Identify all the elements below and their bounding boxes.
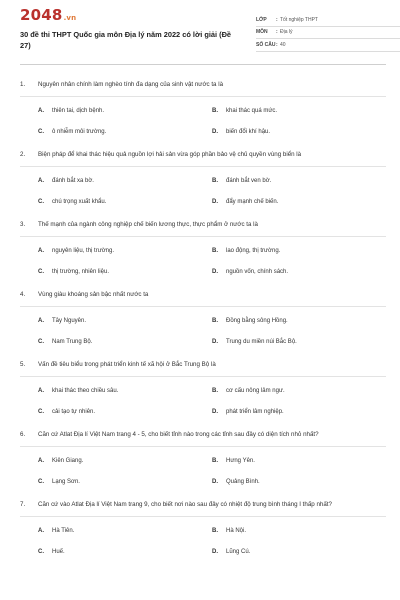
answer-option[interactable] bbox=[38, 317, 212, 326]
option-letter: C. bbox=[38, 479, 44, 485]
question-item bbox=[20, 499, 386, 557]
option-text: đánh bắt xa bờ. bbox=[52, 178, 94, 184]
option-text: Hà Nội. bbox=[226, 528, 247, 534]
option-letter: C. bbox=[38, 199, 44, 205]
question-item bbox=[20, 289, 386, 347]
option-letter: A. bbox=[38, 108, 44, 114]
question-number: 4. bbox=[20, 291, 26, 298]
answer-option[interactable] bbox=[38, 177, 212, 186]
answer-options bbox=[20, 457, 386, 487]
question-text: Căn cứ Atlat Địa lí Việt Nam trang 4 - 5, cho biết tỉnh nào trong các tỉnh sau đây có diện tích nhỏ nhất? bbox=[38, 431, 319, 438]
answer-option[interactable] bbox=[38, 387, 212, 396]
option-letter: C. bbox=[38, 409, 44, 415]
answer-option[interactable] bbox=[212, 457, 386, 466]
question-number: 2. bbox=[20, 151, 26, 158]
meta-value: Tốt nghiệp THPT bbox=[280, 16, 318, 23]
question-number: 5. bbox=[20, 361, 26, 368]
question-text: Nguyên nhân chính làm nghèo tính đa dạng của sinh vật nước ta là bbox=[38, 81, 224, 88]
option-text: đẩy mạnh chế biến. bbox=[226, 199, 279, 205]
answer-option[interactable] bbox=[38, 107, 212, 116]
question-item bbox=[20, 359, 386, 417]
option-text: khai thác theo chiều sâu. bbox=[52, 388, 119, 394]
question-item bbox=[20, 429, 386, 487]
answer-option[interactable] bbox=[212, 387, 386, 396]
question-list bbox=[20, 79, 386, 557]
question-divider bbox=[20, 306, 386, 307]
meta-row-grade: LỚP : Tốt nghiệp THPT bbox=[256, 14, 400, 27]
answer-option[interactable] bbox=[38, 247, 212, 256]
meta-row-count: SỐ CÂU : 40 bbox=[256, 39, 400, 52]
answer-option[interactable] bbox=[38, 198, 212, 207]
option-text: nguồn vốn, chính sách. bbox=[226, 269, 289, 275]
answer-option[interactable] bbox=[38, 128, 212, 137]
option-letter: B. bbox=[212, 458, 218, 464]
answer-option[interactable] bbox=[38, 268, 212, 277]
option-text: Lũng Cú. bbox=[226, 549, 251, 555]
question-number: 3. bbox=[20, 221, 26, 228]
option-letter: B. bbox=[212, 388, 218, 394]
option-text: Hà Tiên. bbox=[52, 528, 75, 534]
answer-option[interactable] bbox=[212, 408, 386, 417]
option-text: cải tạo tự nhiên. bbox=[52, 409, 96, 415]
question-divider bbox=[20, 236, 386, 237]
option-text: Huế. bbox=[52, 549, 65, 555]
question-number: 6. bbox=[20, 431, 26, 438]
document-meta bbox=[256, 14, 400, 52]
header-divider bbox=[20, 64, 386, 65]
answer-options bbox=[20, 317, 386, 347]
question-number: 7. bbox=[20, 501, 26, 508]
option-letter: C. bbox=[38, 129, 44, 135]
question-item bbox=[20, 219, 386, 277]
option-letter: A. bbox=[38, 178, 44, 184]
answer-option[interactable] bbox=[212, 527, 386, 536]
question-text: Thế mạnh của ngành công nghiệp chế biến lương thực, thực phẩm ở nước ta là bbox=[38, 221, 258, 228]
question-divider bbox=[20, 516, 386, 517]
option-letter: B. bbox=[212, 248, 218, 254]
option-text: thiên tai, dịch bệnh. bbox=[52, 108, 105, 114]
option-letter: A. bbox=[38, 248, 44, 254]
option-letter: D. bbox=[212, 409, 218, 415]
answer-options bbox=[20, 177, 386, 207]
option-letter: A. bbox=[38, 388, 44, 394]
document-header bbox=[20, 0, 386, 64]
question-divider bbox=[20, 376, 386, 377]
answer-options bbox=[20, 527, 386, 557]
option-letter: B. bbox=[212, 108, 218, 114]
option-letter: C. bbox=[38, 549, 44, 555]
question-text: Biện pháp để khai thác hiệu quả nguồn lợi hải sản vừa góp phần bảo vệ chủ quyền vùng biển là bbox=[38, 151, 302, 158]
question-text: Vấn đề tiêu biểu trong phát triển kinh tế xã hội ở Bắc Trung Bộ là bbox=[38, 361, 216, 368]
answer-option[interactable] bbox=[212, 247, 386, 256]
answer-option[interactable] bbox=[38, 457, 212, 466]
option-text: Nam Trung Bộ. bbox=[52, 339, 93, 345]
option-text: Trung du miền núi Bắc Bộ. bbox=[226, 339, 297, 345]
answer-option[interactable] bbox=[38, 478, 212, 487]
option-letter: B. bbox=[212, 528, 218, 534]
answer-option[interactable] bbox=[38, 408, 212, 417]
answer-option[interactable] bbox=[212, 338, 386, 347]
question-stem bbox=[20, 499, 386, 510]
meta-key: LỚP bbox=[256, 16, 267, 23]
answer-option[interactable] bbox=[38, 548, 212, 557]
option-text: đánh bắt ven bờ. bbox=[226, 178, 272, 184]
option-text: biến đổi khí hậu. bbox=[226, 129, 271, 135]
meta-key: MÔN bbox=[256, 29, 268, 36]
answer-option[interactable] bbox=[212, 268, 386, 277]
question-text: Vùng giàu khoáng sản bậc nhất nước ta bbox=[38, 291, 149, 298]
logo-text: 2048 bbox=[20, 6, 63, 24]
option-letter: D. bbox=[212, 129, 218, 135]
option-letter: D. bbox=[212, 339, 218, 345]
question-item bbox=[20, 149, 386, 207]
option-text: chú trọng xuất khẩu. bbox=[52, 199, 107, 205]
question-number: 1. bbox=[20, 81, 26, 88]
option-text: Lạng Sơn. bbox=[52, 479, 80, 485]
question-divider bbox=[20, 166, 386, 167]
answer-options bbox=[20, 247, 386, 277]
option-letter: D. bbox=[212, 549, 218, 555]
answer-option[interactable] bbox=[212, 177, 386, 186]
question-divider bbox=[20, 96, 386, 97]
meta-key: SỐ CÂU bbox=[256, 41, 276, 48]
answer-option[interactable] bbox=[212, 128, 386, 137]
option-text: ô nhiễm môi trường. bbox=[52, 129, 107, 135]
option-text: Đồng bằng sông Hồng. bbox=[226, 318, 288, 324]
answer-option[interactable] bbox=[38, 527, 212, 536]
option-text: khai thác quá mức. bbox=[226, 108, 278, 114]
option-text: lao động, thị trường. bbox=[226, 248, 281, 254]
meta-value: 40 bbox=[280, 41, 286, 48]
question-divider bbox=[20, 446, 386, 447]
option-letter: C. bbox=[38, 339, 44, 345]
option-text: cơ cấu nông lâm ngư. bbox=[226, 388, 285, 394]
question-item bbox=[20, 79, 386, 137]
question-stem bbox=[20, 149, 386, 160]
question-stem bbox=[20, 219, 386, 230]
document-title: 30 đề thi THPT Quốc gia môn Địa lý năm 2022 có lời giải (Đề 27) bbox=[20, 30, 232, 50]
logo-suffix: .vn bbox=[63, 14, 77, 22]
meta-value: Địa lý bbox=[280, 29, 293, 36]
question-stem bbox=[20, 79, 386, 90]
question-stem bbox=[20, 429, 386, 440]
question-text: Căn cứ vào Atlat Địa lí Việt Nam trang 9, cho biết nơi nào sau đây có nhiệt độ trung bình tháng I thấp nhất? bbox=[38, 501, 332, 508]
option-text: Quảng Bình. bbox=[226, 479, 260, 485]
option-text: Kiên Giang. bbox=[52, 458, 84, 464]
answer-option[interactable] bbox=[212, 107, 386, 116]
answer-option[interactable] bbox=[212, 317, 386, 326]
meta-row-subject: MÔN : Địa lý bbox=[256, 27, 400, 40]
option-text: thị trường, nhiên liệu. bbox=[52, 269, 109, 275]
option-text: phát triển lâm nghiệp. bbox=[226, 409, 284, 415]
option-letter: B. bbox=[212, 178, 218, 184]
option-letter: D. bbox=[212, 269, 218, 275]
answer-options bbox=[20, 387, 386, 417]
option-letter: A. bbox=[38, 528, 44, 534]
answer-options bbox=[20, 107, 386, 137]
question-stem bbox=[20, 359, 386, 370]
option-text: Tây Nguyên. bbox=[52, 318, 87, 324]
answer-option[interactable] bbox=[38, 338, 212, 347]
option-letter: C. bbox=[38, 269, 44, 275]
option-text: Hưng Yên. bbox=[226, 458, 255, 464]
option-text: nguyên liệu, thị trường. bbox=[52, 248, 114, 254]
answer-option[interactable] bbox=[212, 198, 386, 207]
option-letter: A. bbox=[38, 458, 44, 464]
option-letter: B. bbox=[212, 318, 218, 324]
option-letter: D. bbox=[212, 479, 218, 485]
question-stem bbox=[20, 289, 386, 300]
answer-option[interactable] bbox=[212, 548, 386, 557]
site-logo[interactable] bbox=[20, 6, 76, 24]
option-letter: D. bbox=[212, 199, 218, 205]
option-letter: A. bbox=[38, 318, 44, 324]
answer-option[interactable] bbox=[212, 478, 386, 487]
